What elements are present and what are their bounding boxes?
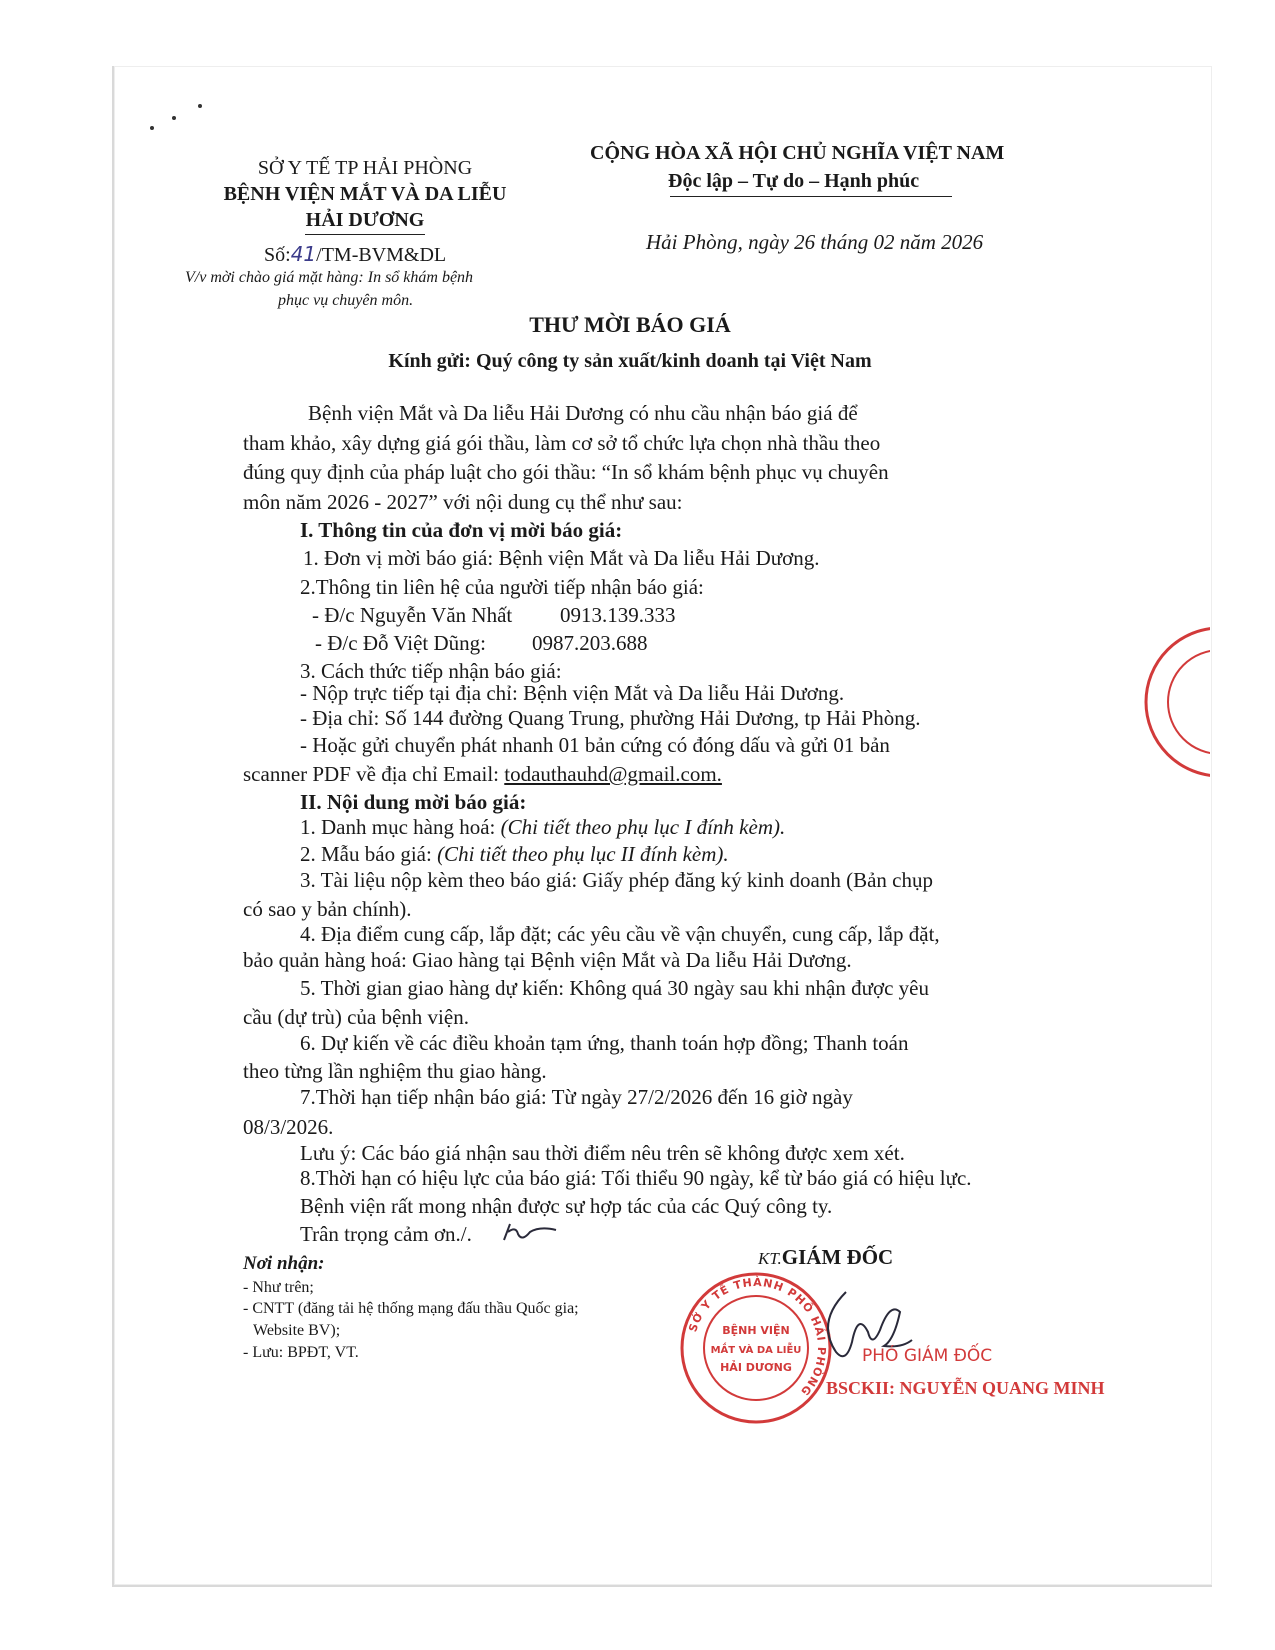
section2-item4-line2: bảo quản hàng hoá: Giao hàng tại Bệnh viện Mắt và Da liễu Hải Dương. (243, 948, 852, 972)
recipients-heading: Nơi nhận: (243, 1253, 325, 1274)
department-name: SỞ Y TẾ TP HẢI PHÒNG (257, 157, 473, 179)
header-underline (305, 234, 425, 235)
subject-line1: V/v mời chào giá mặt hàng: In sổ khám bệnh (185, 269, 474, 286)
nation-name: CỘNG HÒA XÃ HỘI CHỦ NGHĨA VIỆT NAM (590, 142, 1005, 164)
signature-kt: KT. (758, 1249, 782, 1268)
email-label: scanner PDF về địa chỉ Email: (243, 762, 505, 786)
seal-inner-text: MẮT VÀ DA LIỄU (710, 1345, 802, 1356)
contact1-phone: 0913.139.333 (560, 603, 676, 627)
scan-dot (150, 126, 154, 130)
signature-role: GIÁM ĐỐC (781, 1245, 894, 1269)
section2-item2-label: 2. Mẫu báo giá: (300, 842, 438, 866)
section2-item3-line2: có sao y bản chính). (243, 897, 412, 921)
section1-item1: 1. Đơn vị mời báo giá: Bệnh viện Mắt và Da liễu Hải Dương. (303, 546, 820, 570)
section1-item3b: - Địa chỉ: Số 144 đường Quang Trung, phường Hải Dương, tp Hải Phòng. (300, 706, 921, 730)
hospital-name-line1: BỆNH VIỆN MẮT VÀ DA LIỄU (223, 183, 507, 205)
contact2-phone: 0987.203.688 (532, 631, 648, 655)
intro-line: môn năm 2026 - 2027” với nội dung cụ thể như sau: (243, 490, 683, 514)
section1-item3c: - Hoặc gửi chuyển phát nhanh 01 bản cứng có đóng dấu và gửi 01 bản (300, 733, 890, 757)
section2-item1 (300, 815, 785, 840)
national-motto: Độc lập – Tự do – Hạnh phúc (668, 170, 920, 192)
section1-item3a: - Nộp trực tiếp tại địa chỉ: Bệnh viện Mắt và Da liễu Hải Dương. (300, 681, 845, 705)
recipient-item: - CNTT (đăng tải hệ thống mạng đấu thầu Quốc gia; (243, 1300, 579, 1317)
scan-dot (198, 104, 202, 108)
edge-seal-icon (1130, 622, 1210, 782)
section1-item3: 3. Cách thức tiếp nhận báo giá: (300, 659, 562, 683)
intro-line: đúng quy định của pháp luật cho gói thầu: “In sổ khám bệnh phục vụ chuyên (243, 460, 889, 484)
initial-mark-icon (500, 1220, 560, 1246)
closing-line1: Bệnh viện rất mong nhận được sự hợp tác của các Quý công ty. (300, 1194, 833, 1218)
number-handwritten: 41 (290, 242, 317, 266)
seal-inner-text: HẢI DƯƠNG (720, 1361, 792, 1374)
signature-title (758, 1245, 893, 1270)
section2-item5: 5. Thời gian giao hàng dự kiến: Không quá 30 ngày sau khi nhận được yêu (300, 976, 929, 1000)
subject-line2: phục vụ chuyên môn. (278, 292, 414, 309)
section2-item2-detail: (Chi tiết theo phụ lục II đính kèm). (437, 842, 729, 866)
recipient-item: Website BV); (253, 1322, 341, 1339)
recipient-item: - Như trên; (243, 1279, 314, 1296)
signature-subrole: PHÓ GIÁM ĐỐC (862, 1346, 993, 1366)
seal-outer-text: SỞ Y TẾ THÀNH PHỐ HẢI PHÒNG (686, 1275, 829, 1399)
hospital-name-line2: HẢI DƯƠNG (305, 209, 425, 231)
scan-dot (172, 116, 176, 120)
section2-item5-line2: cầu (dự trù) của bệnh viện. (243, 1005, 469, 1029)
closing-line2: Trân trọng cảm ơn./. (300, 1222, 472, 1246)
intro-line: Bệnh viện Mắt và Da liễu Hải Dương có nhu cầu nhận báo giá để (308, 401, 858, 425)
section2-item8: 8.Thời hạn có hiệu lực của báo giá: Tối thiểu 90 ngày, kể từ báo giá có hiệu lực. (300, 1166, 972, 1190)
number-suffix: /TM-BVM&DL (316, 244, 447, 266)
section2-item2 (300, 842, 729, 867)
recipient-line: Kính gửi: Quý công ty sản xuất/kinh doanh tại Việt Nam (388, 350, 872, 372)
section2-item7-line2: 08/3/2026. (243, 1115, 334, 1139)
section2-item6-line2: theo từng lần nghiệm thu giao hàng. (243, 1059, 547, 1083)
section1-item3c-line2 (243, 762, 722, 787)
email-link[interactable]: todauthauhd@gmail.com. (504, 762, 722, 786)
section2-item1-detail: (Chi tiết theo phụ lục I đính kèm). (500, 815, 786, 839)
note-line: Lưu ý: Các báo giá nhận sau thời điểm nêu trên sẽ không được xem xét. (300, 1141, 905, 1165)
section2-item6: 6. Dự kiến về các điều khoản tạm ứng, thanh toán hợp đồng; Thanh toán (300, 1031, 909, 1055)
recipient-item: - Lưu: BPĐT, VT. (243, 1344, 359, 1361)
section2-item7: 7.Thời hạn tiếp nhận báo giá: Từ ngày 27/2/2026 đến 16 giờ ngày (300, 1085, 853, 1109)
document-number (264, 242, 446, 267)
page-title: THƯ MỜI BÁO GIÁ (529, 312, 731, 337)
document-date: Hải Phòng, ngày 26 tháng 02 năm 2026 (646, 230, 984, 254)
section2-item3: 3. Tài liệu nộp kèm theo báo giá: Giấy phép đăng ký kinh doanh (Bản chụp (300, 868, 933, 892)
section1-heading: I. Thông tin của đơn vị mời báo giá: (300, 518, 623, 542)
intro-line: tham khảo, xây dựng giá gói thầu, làm cơ sở tổ chức lựa chọn nhà thầu theo (243, 431, 881, 455)
contact1-name: - Đ/c Nguyễn Văn Nhất (312, 603, 513, 627)
section1-item2: 2.Thông tin liên hệ của người tiếp nhận báo giá: (300, 575, 704, 599)
number-prefix: Số: (264, 244, 291, 266)
section2-item4: 4. Địa điểm cung cấp, lắp đặt; các yêu cầu về vận chuyển, cung cấp, lắp đặt, (300, 922, 940, 946)
contact2-name: - Đ/c Đỗ Việt Dũng: (315, 631, 486, 655)
section2-heading: II. Nội dung mời báo giá: (300, 790, 527, 814)
section2-item1-label: 1. Danh mục hàng hoá: (300, 815, 501, 839)
motto-underline (670, 196, 952, 197)
seal-inner-text: BỆNH VIỆN (722, 1324, 790, 1337)
signer-name: BSCKII: NGUYỄN QUANG MINH (826, 1378, 1105, 1398)
